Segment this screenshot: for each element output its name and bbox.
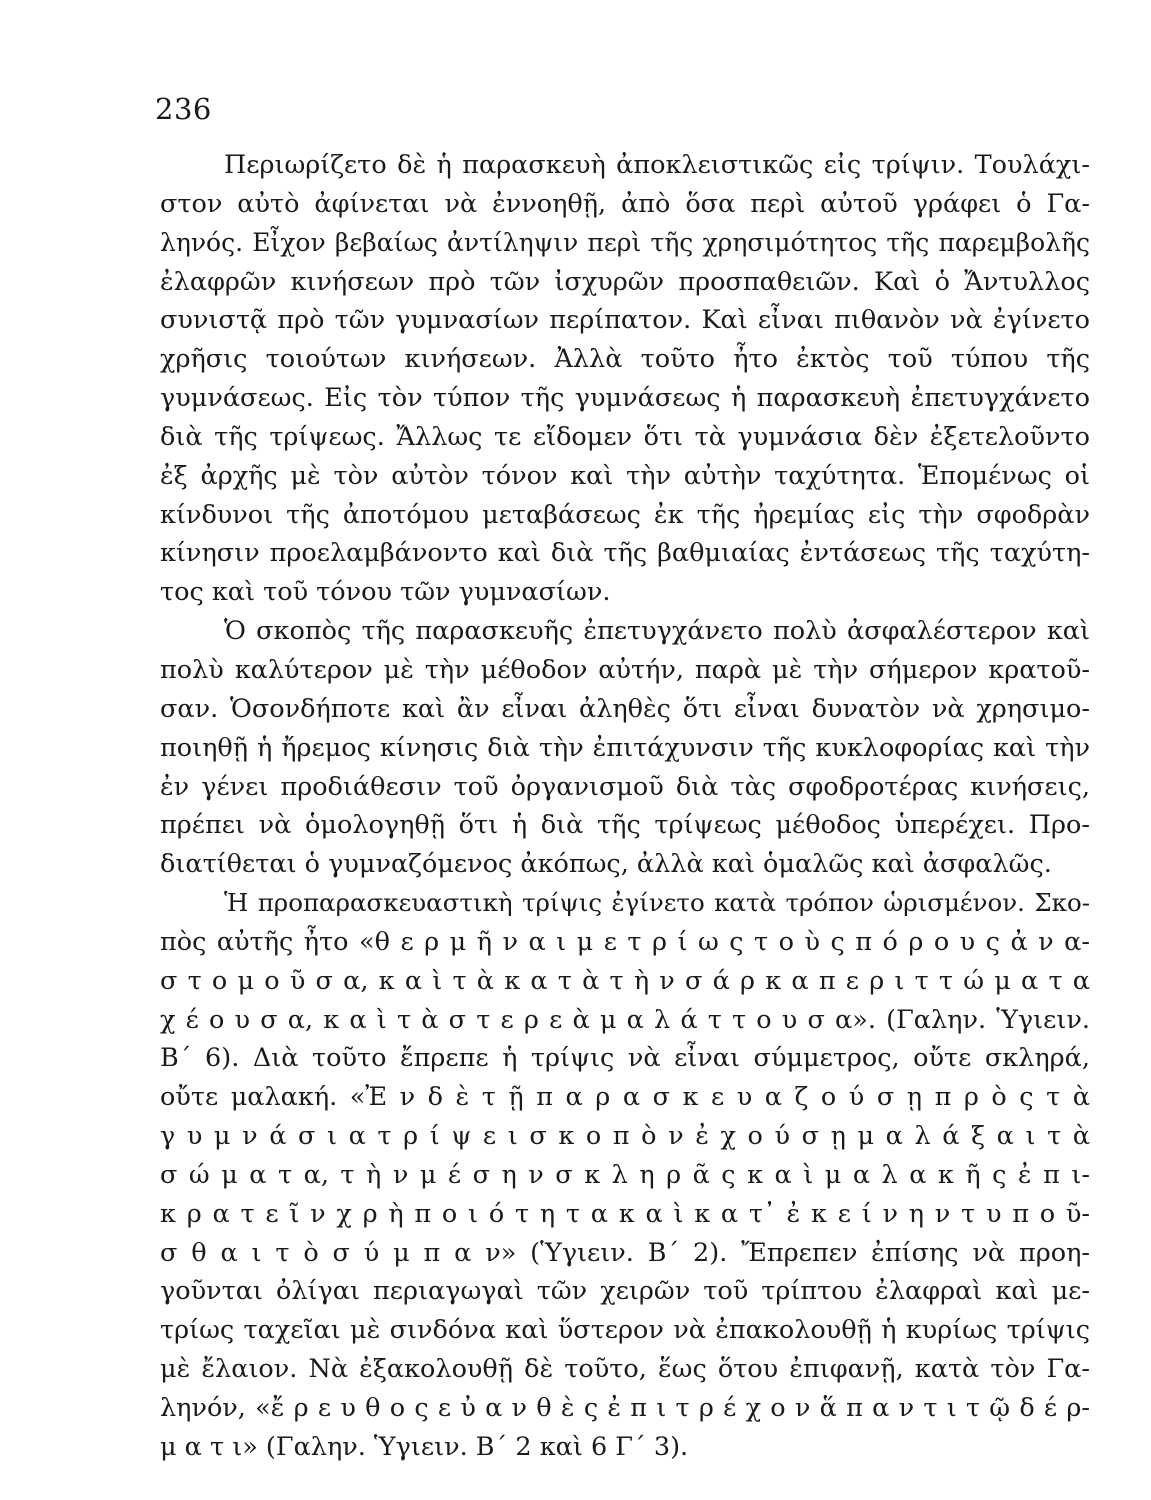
text-line: κίνδυνοι τῆς ἀποτόμου μεταβάσεως ἐκ τῆς ἠρεμίας εἰς τὴν σφοδρὰν [160, 499, 1090, 530]
text-line: γ υ μ ν ά σ ι α τ ρ ί ψ ε ι σ κ ο π ὸ ν ἐ χ ο ύ σ ῃ μ α λ ά ξ α ι τ ὰ [160, 1121, 1090, 1152]
text-line: σ θ α ι τ ὸ σ ύ μ π α ν» (Ὑγιειν. Β΄ 2). Ἔπρεπεν ἐπίσης νὰ προη- [160, 1237, 1090, 1268]
text-line: χρῆσις τοιούτων κινήσεων. Ἀλλὰ τοῦτο ἦτο ἐκτὸς τοῦ τύπου τῆς [160, 344, 1090, 375]
text-line: διατίθεται ὁ γυμναζόμενος ἀκόπως, ἀλλὰ καὶ ὁμαλῶς καὶ ἀσφαλῶς. [160, 849, 1052, 880]
text-line: σ ώ μ α τ α, τ ὴ ν μ έ σ η ν σ κ λ η ρ ᾶ ς κ α ὶ μ α λ α κ ῆ ς ἐ π ι- [160, 1159, 1090, 1190]
text-line: κίνησιν προελαμβάνοντο καὶ διὰ τῆς βαθμιαίας ἐντάσεως τῆς ταχύτη- [160, 538, 1090, 569]
text-line: ἐξ ἀρχῆς μὲ τὸν αὐτὸν τόνον καὶ τὴν αὐτὴν ταχύτητα. Ἑπομένως οἱ [160, 460, 1090, 491]
text-line: Ἡ προπαρασκευαστικὴ τρίψις ἐγίνετο κατὰ τρόπον ὡρισμένον. Σκο- [224, 888, 1090, 918]
text-line: διὰ τῆς τρίψεως. Ἄλλως τε εἴδομεν ὅτι τὰ γυμνάσια δὲν ἐξετελοῦντο [160, 421, 1090, 452]
text-line: Περιωρίζετο δὲ ἡ παρασκευὴ ἀποκλειστικῶς εἰς τρίψιν. Τουλάχι- [224, 150, 1090, 180]
text-line: πολὺ καλύτερον μὲ τὴν μέθοδον αὐτήν, παρὰ μὲ τὴν σήμερον κρατοῦ- [160, 654, 1090, 685]
text-line: σαν. Ὁσονδήποτε καὶ ἂν εἶναι ἀληθὲς ὅτι εἶναι δυνατὸν νὰ χρησιμο- [160, 693, 1090, 724]
text-line: πὸς αὐτῆς ἦτο «θ ε ρ μ ῆ ν α ι μ ε τ ρ ί ω ς τ ο ὺ ς π ό ρ ο υ ς ἀ ν α- [160, 926, 1090, 957]
text-line: γοῦνται ὀλίγαι περιαγωγαὶ τῶν χειρῶν τοῦ τρίπτου ἐλαφραὶ καὶ με- [160, 1276, 1090, 1307]
text-line: μ α τ ι» (Γαλην. Ὑγιειν. Β΄ 2 καὶ 6 Γ΄ 3). [160, 1431, 689, 1462]
text-line: χ έ ο υ σ α, κ α ὶ τ ὰ σ τ ε ρ ε ὰ μ α λ ά τ τ ο υ σ α». (Γαλην. Ὑγιειν. [160, 1004, 1090, 1035]
text-line: ἐλαφρῶν κινήσεων πρὸ τῶν ἰσχυρῶν προσπαθειῶν. Καὶ ὁ Ἄντυλλος [160, 266, 1090, 297]
text-line: Ὁ σκοπὸς τῆς παρασκευῆς ἐπετυγχάνετο πολὺ ἀσφαλέστερον καὶ [224, 616, 1090, 647]
text-line: σ τ ο μ ο ῦ σ α, κ α ὶ τ ὰ κ α τ ὰ τ ὴ ν σ ά ρ κ α π ε ρ ι τ τ ώ μ α τ α [160, 965, 1090, 996]
text-line: ποιηθῇ ἡ ἤρεμος κίνησις διὰ τὴν ἐπιτάχυνσιν τῆς κυκλοφορίας καὶ τὴν [160, 732, 1090, 763]
text-line: Β΄ 6). Διὰ τοῦτο ἔπρεπε ἡ τρίψις νὰ εἶναι σύμμετρος, οὔτε σκληρά, [160, 1043, 1090, 1074]
body-text [160, 146, 1090, 1467]
text-line: πρέπει νὰ ὁμολογηθῇ ὅτι ἡ διὰ τῆς τρίψεως μέθοδος ὑπερέχει. Προ- [160, 810, 1090, 841]
text-line: μὲ ἔλαιον. Νὰ ἐξακολουθῇ δὲ τοῦτο, ἕως ὅτου ἐπιφανῇ, κατὰ τὸν Γα- [160, 1354, 1090, 1385]
text-line: τρίως ταχεῖαι μὲ σινδόνα καὶ ὕστερον νὰ ἐπακολουθῇ ἡ κυρίως τρίψις [160, 1315, 1090, 1346]
text-line: κ ρ α τ ε ῖ ν χ ρ ὴ π ο ι ό τ η τ α κ α ὶ κ α τ᾽ ἐ κ ε ί ν η ν τ υ π ο ῦ- [160, 1198, 1090, 1229]
text-line: ληνόν, «ἔ ρ ε υ θ ο ς ε ὐ α ν θ ὲ ς ἐ π ι τ ρ έ χ ο ν ἅ π α ν τ ι τ ῷ δ έ ρ- [160, 1393, 1090, 1423]
text-line: συνιστᾷ πρὸ τῶν γυμνασίων περίπατον. Καὶ εἶναι πιθανὸν νὰ ἐγίνετο [160, 305, 1090, 336]
text-line: στον αὐτὸ ἀφίνεται νὰ ἐννοηθῇ, ἀπὸ ὅσα περὶ αὐτοῦ γράφει ὁ Γα- [160, 188, 1090, 219]
text-line: ληνός. Εἶχον βεβαίως ἀντίληψιν περὶ τῆς χρησιμότητος τῆς παρεμβολῆς [160, 227, 1090, 257]
text-line: γυμνάσεως. Εἰς τὸν τύπον τῆς γυμνάσεως ἡ παρασκευὴ ἐπετυγχάνετο [160, 383, 1090, 414]
text-line: τος καὶ τοῦ τόνου τῶν γυμνασίων. [160, 577, 611, 608]
page-number: 236 [155, 92, 212, 126]
text-line: ἐν γένει προδιάθεσιν τοῦ ὀργανισμοῦ διὰ τὰς σφοδροτέρας κινήσεις, [160, 771, 1090, 802]
text-line: οὔτε μαλακή. «Ἐ ν δ ὲ τ ῇ π α ρ α σ κ ε υ α ζ ο ύ σ ῃ π ρ ὸ ς τ ὰ [160, 1082, 1090, 1113]
